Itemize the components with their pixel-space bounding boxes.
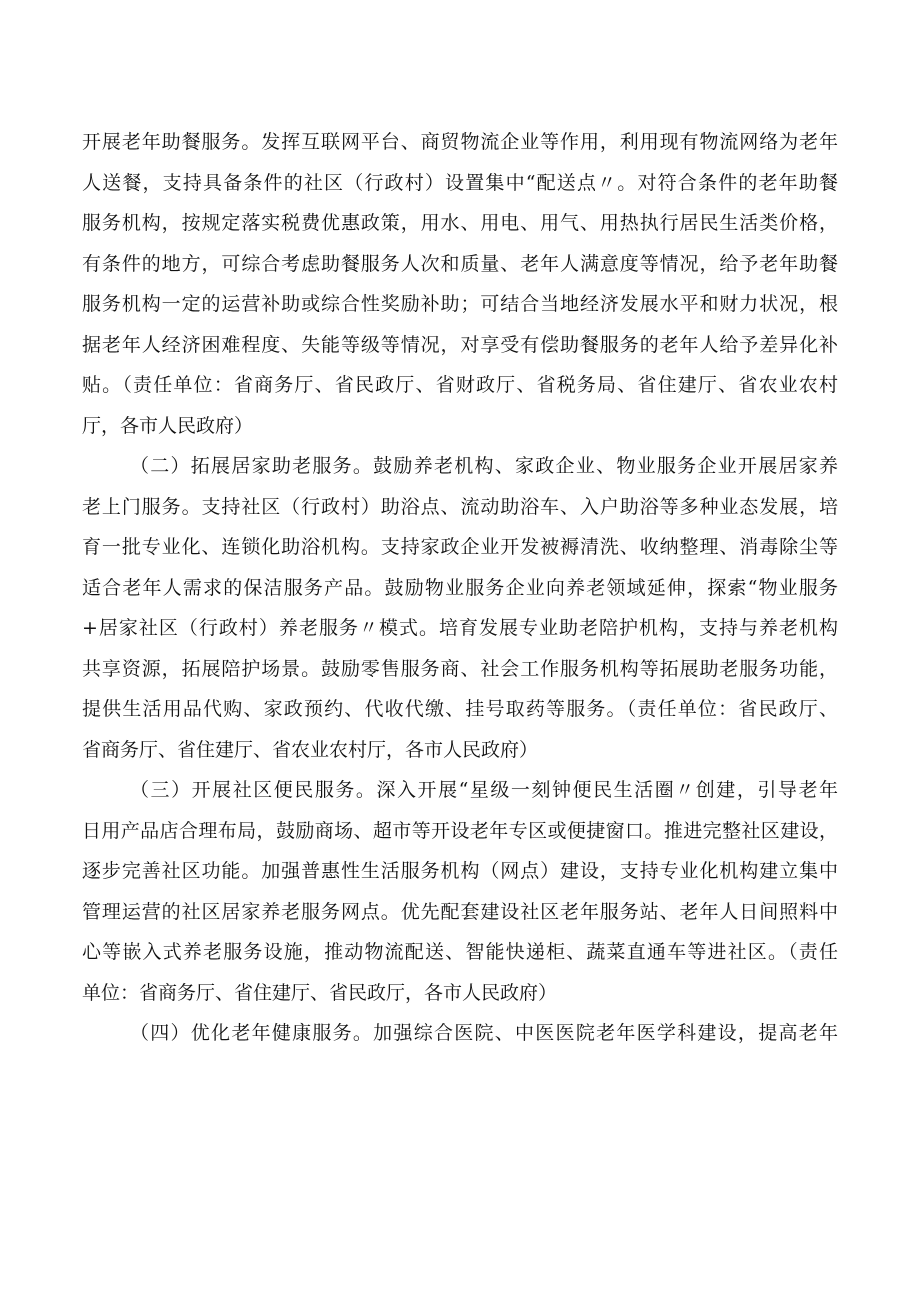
paragraph-home-help: [82, 446, 838, 770]
text-line: 服务机构一定的运营补助或综合性奖励补助；可结合当地经济发展水平和财力状况，根: [82, 293, 838, 315]
text-line: 提供生活用品代购、家政预约、代收代缴、挂号取药等服务。（责任单位：省民政厅、: [82, 698, 838, 720]
text-line: 开展老年助餐服务。发挥互联网平台、商贸物流企业等作用，利用现有物流网络为老年: [82, 131, 838, 153]
text-line: 厅，各市人民政府）: [82, 414, 254, 437]
text-line: 单位：省商务厅、省住建厅、省民政厅，各市人民政府）: [82, 981, 558, 1004]
text-line: 贴。（责任单位：省商务厅、省民政厅、省财政厅、省税务局、省住建厅、省农业农村: [82, 374, 838, 396]
paragraph-heading-line: （二）拓展居家助老服务。鼓励养老机构、家政企业、物业服务企业开展居家养: [130, 455, 838, 477]
paragraph-heading-line: （三）开展社区便民服务。深入开展“星级一刻钟便民生活圈〃创建，引导老年: [130, 779, 838, 801]
text-line: 心等嵌入式养老服务设施，推动物流配送、智能快递柜、蔬菜直通车等进社区。（责任: [82, 941, 838, 963]
text-line: 适合老年人需求的保洁服务产品。鼓励物业服务企业向养老领域延伸，探索“物业服务: [82, 576, 838, 599]
text-line: 共享资源，拓展陪护场景。鼓励零售服务商、社会工作服务机构等拓展助老服务功能，: [82, 657, 838, 680]
text-line: 据老年人经济困难程度、失能等级等情况，对享受有偿助餐服务的老年人给予差异化补: [82, 333, 838, 356]
paragraph-community-service: [82, 770, 838, 1013]
paragraph-health-service: [82, 1013, 838, 1054]
text-line: 老上门服务。支持社区（行政村）助浴点、流动助浴车、入户助浴等多种业态发展，培: [82, 495, 838, 518]
document-body: [82, 122, 838, 1054]
text-line: 育一批专业化、连锁化助浴机构。支持家政企业开发被褥清洗、收纳整理、消毒除尘等: [82, 536, 838, 558]
text-line: 逐步完善社区功能。加强普惠性生活服务机构（网点）建设，支持专业化机构建立集中: [82, 860, 838, 882]
text-line: +居家社区（行政村）养老服务〃模式。培育发展专业助老陪护机构，支持与养老机构: [82, 617, 838, 639]
text-line: 有条件的地方，可综合考虑助餐服务人次和质量、老年人满意度等情况，给予老年助餐: [82, 252, 838, 275]
text-line: 省商务厅、省住建厅、省农业农村厅，各市人民政府）: [82, 738, 539, 761]
text-line: 服务机构，按规定落实税费优惠政策，用水、用电、用气、用热执行居民生活类价格，: [82, 212, 838, 234]
paragraph-help-meal: [82, 122, 838, 446]
text-line: 管理运营的社区居家养老服务网点。优先配套建设社区老年服务站、老年人日间照料中: [82, 900, 838, 923]
text-line: 日用产品店合理布局，鼓励商场、超市等开设老年专区或便捷窗口。推进完整社区建设，: [82, 819, 838, 842]
text-line: 人送餐，支持具备条件的社区（行政村）设置集中“配送点〃。对符合条件的老年助餐: [82, 171, 838, 194]
paragraph-heading-line: （四）优化老年健康服务。加强综合医院、中医医院老年医学科建设，提高老年: [130, 1022, 838, 1044]
